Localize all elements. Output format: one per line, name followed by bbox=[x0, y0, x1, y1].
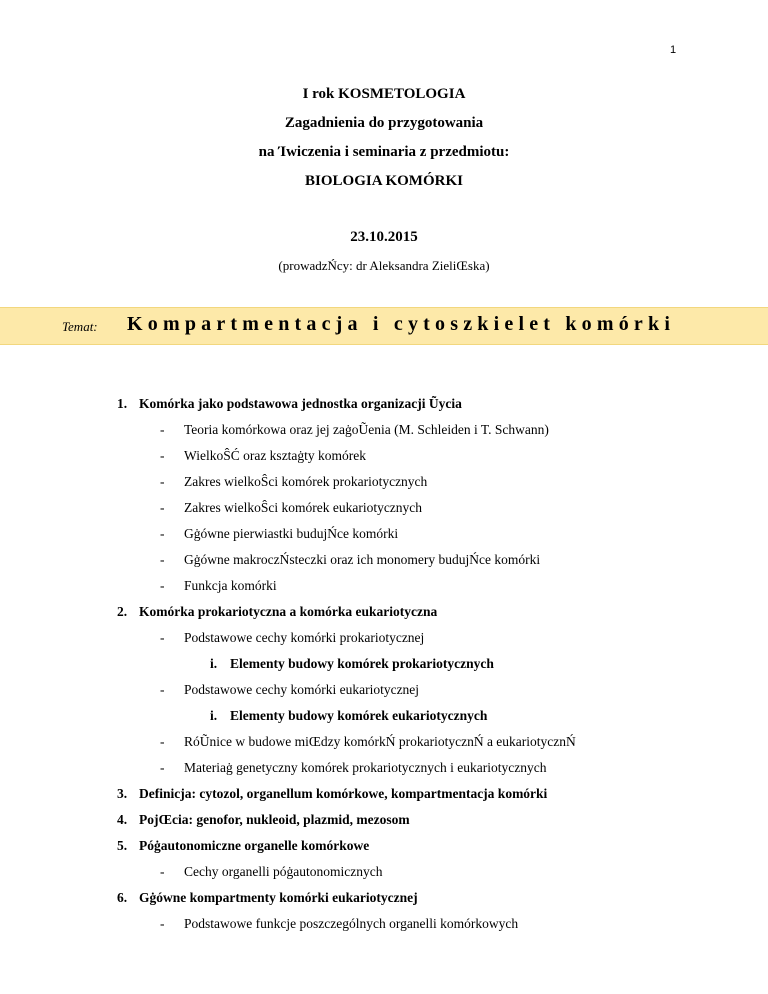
item-number: 4. bbox=[117, 812, 128, 827]
list-item bbox=[0, 838, 768, 860]
item-text: Podstawowe cechy komórki eukariotycznej bbox=[184, 682, 420, 697]
list-item bbox=[0, 578, 768, 600]
item-text: WielkoŜĆ oraz ksztaġty komórek bbox=[184, 448, 367, 463]
list-item bbox=[0, 630, 768, 652]
document-date: 23.10.2015 bbox=[350, 229, 418, 245]
item-text: Podstawowe cechy komórki prokariotycznej bbox=[184, 630, 425, 645]
item-text: Funkcja komórki bbox=[184, 578, 277, 593]
list-item bbox=[0, 448, 768, 470]
bullet-dash: - bbox=[160, 578, 165, 593]
topic-title: Kompartmentacja i cytoszkielet komórki bbox=[127, 313, 676, 335]
list-item bbox=[0, 864, 768, 886]
item-text: Gġówne makroczŃsteczki oraz ich monomery budujŃce komórki bbox=[184, 552, 541, 567]
list-item bbox=[0, 604, 768, 626]
item-number: 5. bbox=[117, 838, 128, 853]
item-text: Materiaġ genetyczny komórek prokariotycznych i eukariotycznych bbox=[184, 760, 547, 775]
item-text: Zakres wielkoŜci komórek prokariotycznych bbox=[184, 474, 428, 489]
list-item bbox=[0, 760, 768, 782]
bullet-dash: - bbox=[160, 526, 165, 541]
item-text: Zakres wielkoŜci komórek eukariotycznych bbox=[184, 500, 423, 515]
subitem-number: i. bbox=[210, 708, 218, 723]
item-number: 1. bbox=[117, 396, 128, 411]
page-number: 1 bbox=[670, 44, 677, 56]
bullet-dash: - bbox=[160, 448, 165, 463]
bullet-dash: - bbox=[160, 500, 165, 515]
bullet-dash: - bbox=[160, 474, 165, 489]
bullet-dash: - bbox=[160, 760, 165, 775]
item-text: Podstawowe funkcje poszczególnych organelli komórkowych bbox=[184, 916, 519, 931]
list-item bbox=[0, 812, 768, 834]
list-item bbox=[0, 474, 768, 496]
item-heading: Komórka prokariotyczna a komórka eukariotyczna bbox=[139, 604, 438, 619]
list-item bbox=[0, 708, 768, 730]
course-title: I rok KOSMETOLOGIA bbox=[302, 86, 466, 102]
subject-title: BIOLOGIA KOMÓRKI bbox=[305, 173, 463, 189]
item-text: Gġówne pierwiastki budujŃce komórki bbox=[184, 526, 399, 541]
bullet-dash: - bbox=[160, 682, 165, 697]
document-subtitle-continued: na Ίwiczenia i seminaria z przedmiotu: bbox=[258, 144, 510, 160]
list-item bbox=[0, 656, 768, 678]
item-heading: Definicja: cytozol, organellum komórkowe, kompartmentacja komórki bbox=[139, 786, 548, 801]
subitem-heading: Elementy budowy komórek eukariotycznych bbox=[230, 708, 488, 723]
item-heading: Komórka jako podstawowa jednostka organizacji Ũycia bbox=[139, 396, 462, 411]
list-item bbox=[0, 500, 768, 522]
item-text: Cechy organelli póġautonomicznych bbox=[184, 864, 383, 879]
list-item bbox=[0, 786, 768, 808]
item-heading: PojŒcia: genofor, nukleoid, plazmid, mezosom bbox=[139, 812, 410, 827]
subitem-heading: Elementy budowy komórek prokariotycznych bbox=[230, 656, 494, 671]
document-subtitle: Zagadnienia do przygotowania bbox=[284, 115, 484, 131]
bullet-dash: - bbox=[160, 552, 165, 567]
bullet-dash: - bbox=[160, 422, 165, 437]
list-item bbox=[0, 682, 768, 704]
lecturer-info: (prowadzŃcy: dr Aleksandra ZieliŒska) bbox=[278, 258, 490, 273]
item-text: Teoria komórkowa oraz jej zaġoŨenia (M. Schleiden i T. Schwann) bbox=[184, 422, 549, 437]
bullet-dash: - bbox=[160, 734, 165, 749]
list-item bbox=[0, 890, 768, 912]
item-heading: Gġówne kompartmenty komórki eukariotycznej bbox=[139, 890, 418, 905]
list-item bbox=[0, 552, 768, 574]
topic-banner bbox=[0, 307, 768, 345]
item-number: 3. bbox=[117, 786, 128, 801]
item-heading: Póġautonomiczne organelle komórkowe bbox=[139, 838, 370, 853]
bullet-dash: - bbox=[160, 630, 165, 645]
item-number: 2. bbox=[117, 604, 128, 619]
list-item bbox=[0, 916, 768, 938]
list-item bbox=[0, 526, 768, 548]
bullet-dash: - bbox=[160, 916, 165, 931]
bullet-dash: - bbox=[160, 864, 165, 879]
item-text: RóŨnice w budowe miŒdzy komórkŃ prokariotycznŃ a eukariotycznŃ bbox=[184, 734, 576, 749]
list-item bbox=[0, 396, 768, 418]
list-item bbox=[0, 422, 768, 444]
list-item bbox=[0, 734, 768, 756]
subitem-number: i. bbox=[210, 656, 218, 671]
topic-label: Temat: bbox=[62, 319, 98, 334]
item-number: 6. bbox=[117, 890, 128, 905]
